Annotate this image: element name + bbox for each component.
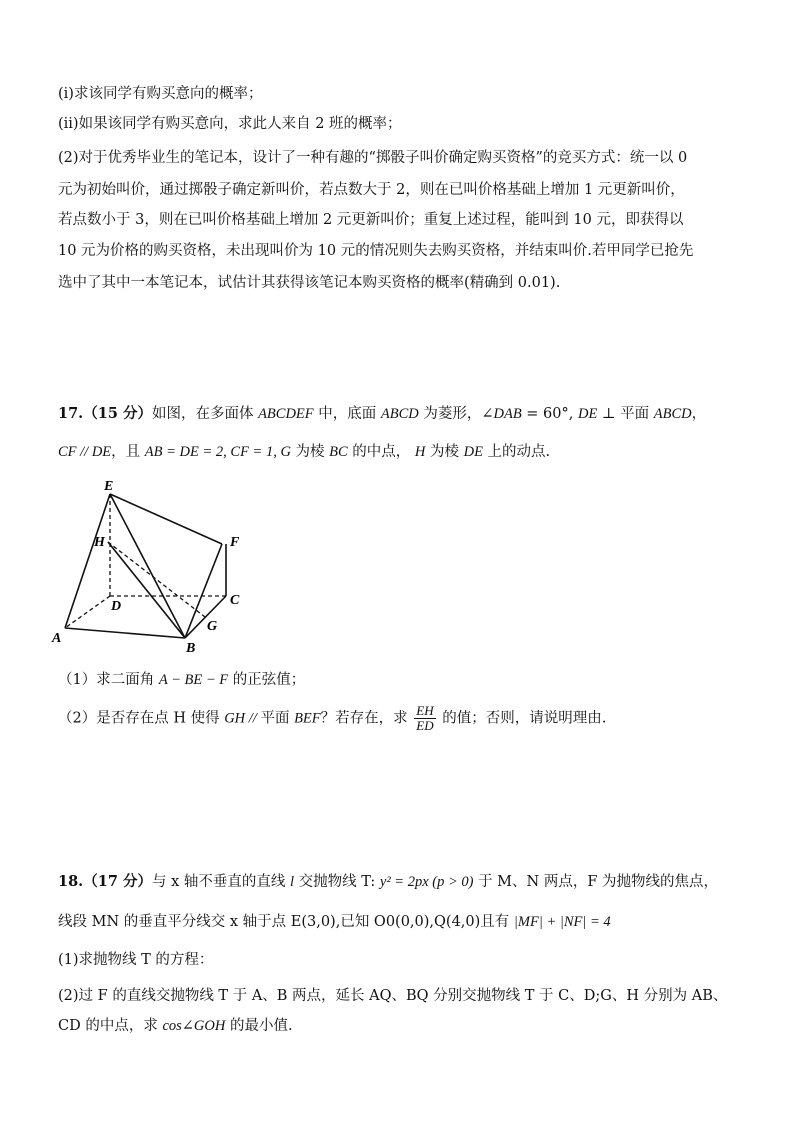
q18-text: 于 M、N 两点，F 为抛物线的焦点， [473, 874, 718, 890]
q17-number: 17. [58, 405, 84, 422]
q18-text: 的最小值. [225, 1018, 293, 1034]
q17-sub2-text: （2）是否存在点 H 使得 [58, 710, 225, 727]
q17-math: DE [577, 406, 598, 422]
q17-math: BC [329, 444, 348, 460]
q16-part2-line5: 选中了其中一本笔记本，试估计其获得该笔记本购买资格的概率(精确到 0.01). [58, 275, 561, 291]
q16-part2-line2: 元为初始叫价，通过掷骰子确定新叫价，若点数大于 2，则在已叫价格基础上增加 1 元更新叫价， [58, 182, 685, 198]
q18-text: 交抛物线 T: [294, 874, 380, 890]
label-H: H [94, 535, 105, 550]
q17-line1 [58, 404, 758, 424]
q17-sub2 [58, 704, 758, 733]
q17-math: CF // DE [58, 444, 112, 460]
q17-sub2-math: GH // [224, 710, 261, 727]
label-G: G [207, 619, 218, 634]
fraction-denominator: ED [416, 718, 434, 733]
q17-sub1-math: A − BE − F [158, 672, 229, 688]
q17-math: ABCDEF [258, 406, 314, 422]
q16-part1-i: (i)求该同学有购买意向的概率； [58, 86, 263, 102]
q18-sub2-line2 [58, 1016, 758, 1036]
q17-text: 中，底面 [313, 406, 381, 422]
q17-sub1-text: 的正弦值； [228, 672, 306, 688]
q17-score: （15 分） [83, 405, 152, 422]
q16-part1-ii: (ii)如果该同学有购买意向，求此人来自 2 班的概率； [58, 116, 402, 132]
q18-math: |MF| + |NF| = 4 [513, 914, 611, 930]
q17-text: ⊥ 平面 [597, 406, 654, 422]
q17-text: = 60°, [521, 406, 578, 422]
label-E: E [104, 479, 114, 494]
q18-math: cos∠GOH [162, 1018, 226, 1034]
q18-sub2-line1: (2)过 F 的直线交抛物线 T 于 A、B 两点，延长 AQ、BQ 分别交抛物线 T 于 C、D;G、H 分别为 AB、 [58, 988, 728, 1004]
label-C: C [230, 593, 240, 608]
segment-HB [108, 542, 185, 638]
q17-sub2-text: 的值；否则，请说明理由. [437, 710, 607, 727]
q17-text: 的中点， [347, 444, 415, 460]
q18-line1 [58, 872, 758, 892]
label-A: A [52, 631, 62, 646]
fraction-EH-ED [414, 704, 435, 733]
q16-part2-line1: (2)对于优秀毕业生的笔记本，设计了一种有趣的“掷骰子叫价确定购买资格”的竞买方式：统一以 0 [58, 150, 688, 166]
q17-math: H [414, 444, 426, 460]
q18-math: l [289, 874, 295, 890]
q16-part2-line3: 若点数小于 3，则在已叫价格基础上增加 2 元更新叫价；重复上述过程，能叫到 10 元，即获得以 [58, 212, 684, 228]
polyhedron-figure [50, 478, 260, 653]
q18-line2 [58, 912, 758, 932]
fraction-numerator: EH [416, 703, 434, 718]
q17-sub2-text: ？若存在，求 [320, 710, 413, 727]
q18-score: （17 分） [83, 873, 152, 890]
q18-text: 与 x 轴不垂直的直线 [151, 874, 290, 890]
q17-text: 如图，在多面体 [151, 406, 259, 422]
q17-sub2-math: BEF [294, 710, 321, 727]
q17-text: ，且 [111, 444, 145, 460]
q17-math: ABCD [653, 406, 692, 422]
polyhedron-diagram [50, 478, 260, 653]
q18-sub1: (1)求抛物线 T 的方程： [58, 952, 214, 968]
q17-text: 为棱 [290, 444, 330, 460]
q17-text: ， [691, 406, 707, 422]
edge-EA [65, 494, 110, 628]
q17-math: DE [463, 444, 483, 460]
q17-math: AB = DE = 2, CF = 1, G [144, 444, 291, 460]
label-B: B [186, 641, 196, 653]
q18-text: 线段 MN 的垂直平分线交 x 轴于点 E(3,0),已知 O0(0,0),Q(4,0)且有 [58, 914, 514, 930]
edge-EF [110, 494, 222, 544]
edge-BC [185, 596, 226, 638]
label-D: D [111, 599, 122, 614]
q17-text: 为棱 [425, 444, 464, 460]
edge-DA [65, 596, 110, 628]
q17-math: DAB [493, 406, 522, 422]
edge-EB [110, 494, 185, 638]
label-F: F [230, 535, 240, 550]
q18-text: CD 的中点，求 [58, 1018, 163, 1034]
q17-sub1-text: （1）求二面角 [58, 672, 159, 688]
q16-part2-line4: 10 元为价格的购买资格，未出现叫价为 10 元的情况则失去购买资格，并结束叫价.若甲同学已抢先 [58, 243, 694, 259]
q17-sub2-text: 平面 [260, 710, 295, 727]
q17-math: ABCD [380, 406, 419, 422]
edge-AB [65, 628, 185, 638]
q17-sub1 [58, 670, 758, 690]
q17-text: 上的动点. [482, 444, 551, 460]
q17-text: 为菱形，∠ [418, 406, 494, 422]
q18-math: y² = 2px (p > 0) [379, 874, 474, 890]
segment-HG [108, 542, 205, 617]
q18-number: 18. [58, 873, 84, 890]
q17-line2 [58, 442, 758, 462]
